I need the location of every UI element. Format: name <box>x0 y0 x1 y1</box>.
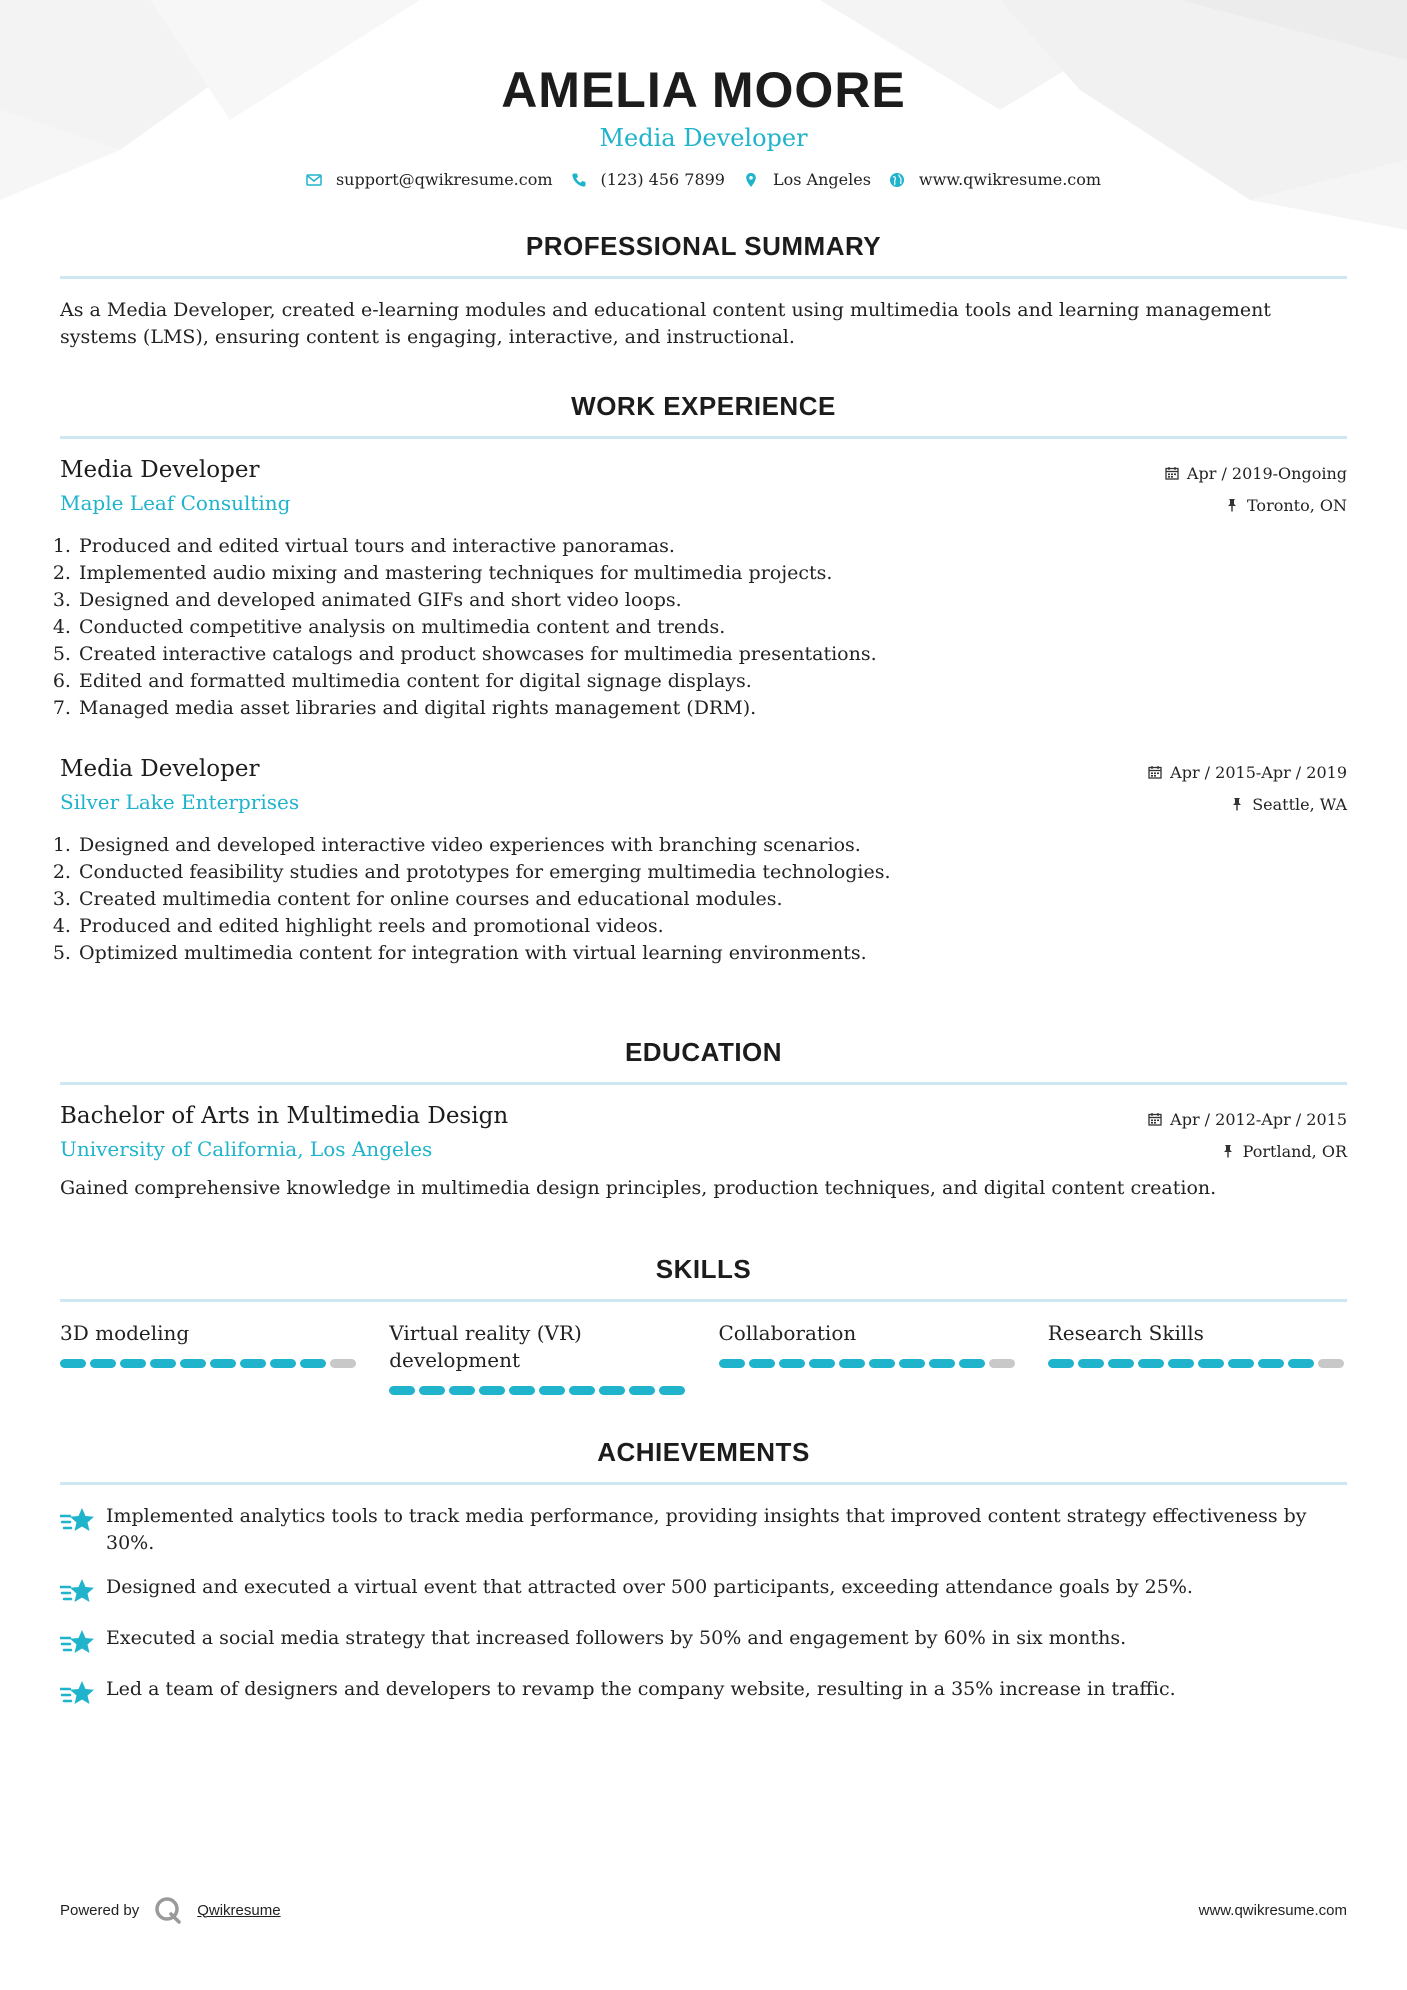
experience-section <box>60 391 1347 967</box>
list-item: 1. Designed and developed interactive video experiences with branching scenarios. <box>77 832 1347 859</box>
skill-segment-filled <box>629 1386 655 1395</box>
skill-segment-filled <box>389 1386 415 1395</box>
shooting-star-icon <box>60 1576 96 1608</box>
skill-segment-empty <box>1318 1359 1344 1368</box>
candidate-name: AMELIA MOORE <box>501 62 906 118</box>
skill-segment-filled <box>719 1359 745 1368</box>
skill-segment-filled <box>1168 1359 1194 1368</box>
contact-email-text: support@qwikresume.com <box>335 170 553 189</box>
skill-item <box>389 1320 688 1395</box>
calendar-icon <box>1148 765 1162 779</box>
pushpin-icon <box>1230 797 1244 811</box>
shooting-star-icon <box>60 1678 96 1710</box>
skill-segment-filled <box>539 1386 565 1395</box>
shooting-star-icon <box>60 1505 96 1537</box>
skill-segment-filled <box>809 1359 835 1368</box>
contact-bar <box>0 170 1407 189</box>
education-section <box>60 1037 1347 1202</box>
skill-segment-filled <box>270 1359 296 1368</box>
skill-segment-filled <box>300 1359 326 1368</box>
job-entry <box>60 457 1347 722</box>
skill-segment-filled <box>1228 1359 1254 1368</box>
skill-segment-filled <box>479 1386 505 1395</box>
phone-icon <box>571 172 587 188</box>
education-description: Gained comprehensive knowledge in multimedia design principles, production techniques, and digital content creation. <box>60 1177 1217 1199</box>
contact-phone[interactable] <box>571 170 725 189</box>
achievement-item <box>60 1676 1347 1710</box>
skill-segment-filled <box>959 1359 985 1368</box>
job-location-text: Toronto, ON <box>1247 495 1347 515</box>
list-item: 4. Conducted competitive analysis on multimedia content and trends. <box>77 614 1347 641</box>
skill-level-bar <box>60 1359 359 1368</box>
achievement-item <box>60 1574 1347 1608</box>
shooting-star-icon <box>60 1627 96 1659</box>
school-name: University of California, Los Angeles <box>60 1137 433 1161</box>
education-heading: EDUCATION <box>60 1037 1347 1085</box>
list-item: 5. Optimized multimedia content for integration with virtual learning environments. <box>77 940 1347 967</box>
job-title: Media Developer <box>60 457 260 483</box>
job-location <box>1165 489 1347 521</box>
degree-title: Bachelor of Arts in Multimedia Design <box>60 1103 509 1129</box>
skill-segment-filled <box>240 1359 266 1368</box>
job-location-text: Seattle, WA <box>1252 794 1347 814</box>
skill-segment-filled <box>449 1386 475 1395</box>
skill-item <box>719 1320 1018 1395</box>
skill-level-bar <box>1048 1359 1347 1368</box>
skills-section <box>60 1254 1347 1395</box>
skill-segment-filled <box>599 1386 625 1395</box>
map-pin-icon <box>743 172 759 188</box>
skill-segment-filled <box>929 1359 955 1368</box>
skill-segment-filled <box>90 1359 116 1368</box>
skill-segment-filled <box>1048 1359 1074 1368</box>
powered-by-label: Powered by <box>60 1901 140 1919</box>
achievements-heading: ACHIEVEMENTS <box>60 1437 1347 1485</box>
job-dates <box>1148 756 1347 788</box>
achievement-item <box>60 1503 1347 1557</box>
skill-segment-filled <box>1078 1359 1104 1368</box>
resume-header <box>0 0 1407 189</box>
contact-location <box>743 170 871 189</box>
skill-segment-filled <box>1288 1359 1314 1368</box>
list-item: 3. Designed and developed animated GIFs and short video loops. <box>77 587 1347 614</box>
skill-segment-filled <box>749 1359 775 1368</box>
list-item: 3. Created multimedia content for online courses and educational modules. <box>77 886 1347 913</box>
company-name: Silver Lake Enterprises <box>60 790 300 814</box>
company-name: Maple Leaf Consulting <box>60 491 291 515</box>
job-dates <box>1165 457 1347 489</box>
job-dates-text: Apr / 2015-Apr / 2019 <box>1170 762 1347 782</box>
job-entry <box>60 756 1347 967</box>
list-item: 5. Created interactive catalogs and product showcases for multimedia presentations. <box>77 641 1347 668</box>
achievement-item <box>60 1625 1347 1659</box>
list-item: 2. Implemented audio mixing and mastering techniques for multimedia projects. <box>77 560 1347 587</box>
skill-segment-filled <box>60 1359 86 1368</box>
skill-segment-filled <box>509 1386 535 1395</box>
contact-email[interactable] <box>306 170 553 189</box>
list-item: 7. Managed media asset libraries and digital rights management (DRM). <box>77 695 1347 722</box>
job-dates-text: Apr / 2019-Ongoing <box>1186 463 1347 483</box>
achievement-text: Designed and executed a virtual event that attracted over 500 participants, exceeding attendance goals by 25%. <box>106 1576 1193 1598</box>
contact-website[interactable] <box>889 170 1101 189</box>
skill-segment-filled <box>1198 1359 1224 1368</box>
page-footer <box>60 1895 1347 1925</box>
skill-segment-filled <box>839 1359 865 1368</box>
skill-segment-empty <box>330 1359 356 1368</box>
skill-name: Research Skills <box>1047 1321 1204 1345</box>
skill-segment-filled <box>419 1386 445 1395</box>
skill-segment-filled <box>1108 1359 1134 1368</box>
job-responsibilities <box>60 533 1347 722</box>
pushpin-icon <box>1225 498 1239 512</box>
skill-level-bar <box>719 1359 1018 1368</box>
skill-segment-filled <box>899 1359 925 1368</box>
achievement-text: Executed a social media strategy that increased followers by 50% and engagement by 60% in six months. <box>106 1627 1127 1649</box>
footer-website[interactable]: www.qwikresume.com <box>1198 1901 1347 1919</box>
skill-level-bar <box>389 1386 688 1395</box>
skill-segment-filled <box>180 1359 206 1368</box>
skill-segment-filled <box>150 1359 176 1368</box>
list-item: 4. Produced and edited highlight reels and promotional videos. <box>77 913 1347 940</box>
qwikresume-logo-icon <box>153 1895 183 1925</box>
skill-segment-empty <box>989 1359 1015 1368</box>
job-location <box>1148 788 1347 820</box>
list-item: 2. Conducted feasibility studies and prototypes for emerging multimedia technologies. <box>77 859 1347 886</box>
envelope-icon <box>306 172 322 188</box>
skill-segment-filled <box>210 1359 236 1368</box>
candidate-title: Media Developer <box>599 124 808 152</box>
achievements-section <box>60 1437 1347 1710</box>
summary-section <box>60 231 1347 351</box>
list-item: 6. Edited and formatted multimedia content for digital signage displays. <box>77 668 1347 695</box>
skill-segment-filled <box>779 1359 805 1368</box>
achievement-text: Implemented analytics tools to track media performance, providing insights that improved content strategy effectiveness by 30%. <box>106 1505 1307 1554</box>
education-location <box>1148 1135 1347 1167</box>
job-responsibilities <box>60 832 1347 967</box>
contact-phone-text: (123) 456 7899 <box>600 170 725 189</box>
skill-segment-filled <box>569 1386 595 1395</box>
skills-heading: SKILLS <box>60 1254 1347 1302</box>
skill-name: Collaboration <box>718 1321 857 1345</box>
skill-name: Virtual reality (VR) development <box>389 1321 582 1372</box>
skill-segment-filled <box>1138 1359 1164 1368</box>
experience-heading: WORK EXPERIENCE <box>60 391 1347 439</box>
skill-item <box>1048 1320 1347 1395</box>
skill-name: 3D modeling <box>60 1321 190 1345</box>
skill-segment-filled <box>1258 1359 1284 1368</box>
calendar-icon <box>1165 466 1179 480</box>
skill-segment-filled <box>659 1386 685 1395</box>
skill-segment-filled <box>120 1359 146 1368</box>
contact-location-text: Los Angeles <box>772 170 871 189</box>
qwikresume-link[interactable]: Qwikresume <box>197 1901 281 1919</box>
achievement-text: Led a team of designers and developers to revamp the company website, resulting in a 35% increase in traffic. <box>106 1678 1176 1700</box>
skill-segment-filled <box>869 1359 895 1368</box>
education-dates <box>1148 1103 1347 1135</box>
education-dates-text: Apr / 2012-Apr / 2015 <box>1170 1109 1347 1129</box>
skill-item <box>60 1320 359 1395</box>
calendar-icon <box>1148 1112 1162 1126</box>
globe-icon <box>889 172 905 188</box>
list-item: 1. Produced and edited virtual tours and interactive panoramas. <box>77 533 1347 560</box>
job-title: Media Developer <box>60 756 260 782</box>
contact-website-text: www.qwikresume.com <box>918 170 1102 189</box>
summary-heading: PROFESSIONAL SUMMARY <box>60 231 1347 279</box>
education-location-text: Portland, OR <box>1242 1141 1347 1161</box>
pushpin-icon <box>1221 1144 1235 1158</box>
summary-text: As a Media Developer, created e-learning modules and educational content using multimedia tools and learning management systems (LMS), ensuring content is engaging, interactive, and instructional. <box>60 299 1271 348</box>
